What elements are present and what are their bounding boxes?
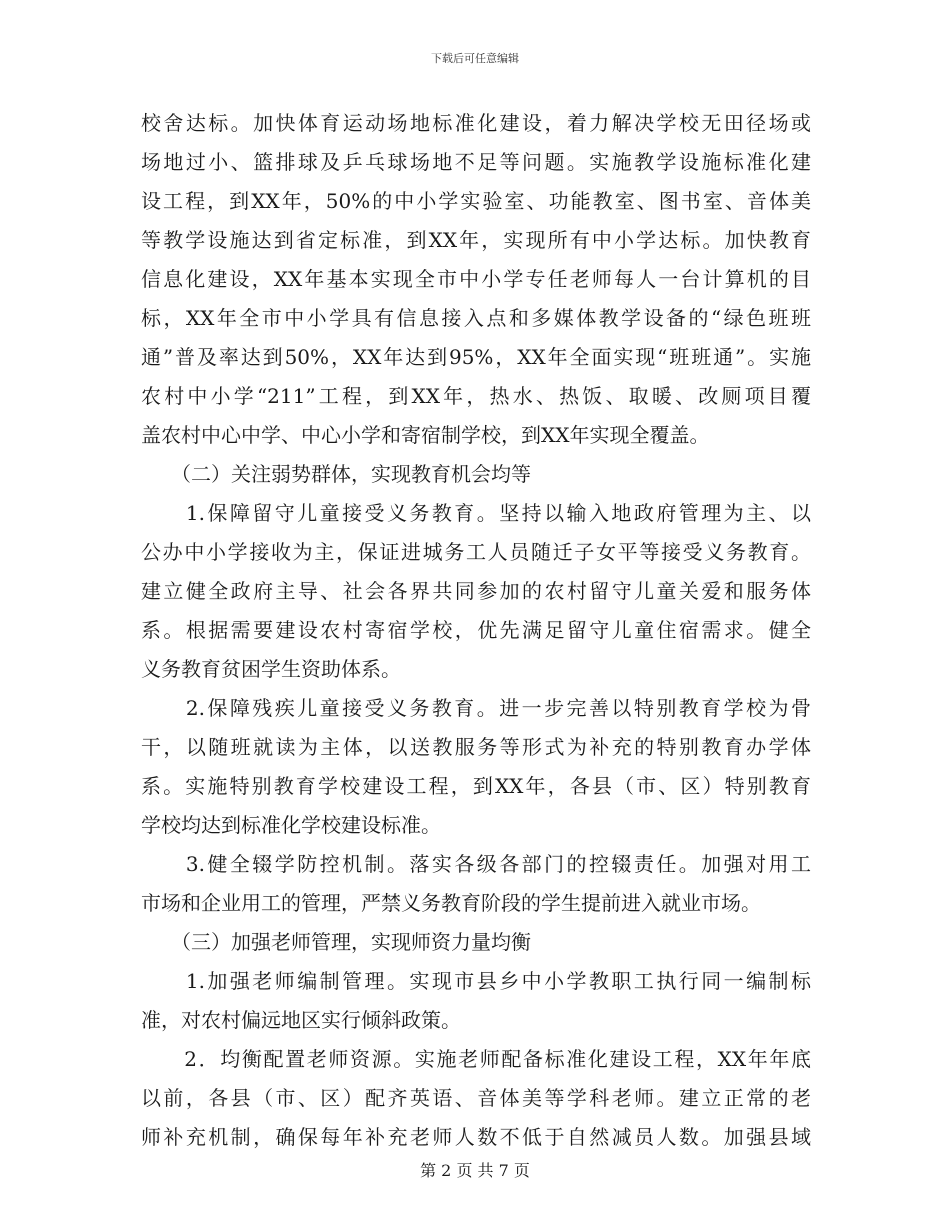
text-line: 师补充机制，确保每年补充老师人数不低于自然减员人数。加强县域: [141, 1125, 811, 1149]
section-heading: （三）加强老师管理，实现师资力量均衡: [141, 930, 531, 954]
page-header: 下载后可任意编辑: [431, 52, 519, 65]
text-line: 以前，各县（市、区）配齐英语、音体美等学科老师。建立正常的老: [141, 1086, 811, 1110]
text-line: 1.保障留守儿童接受义务教育。坚持以输入地政府管理为主、以: [141, 501, 811, 525]
section-heading: （二）关注弱势群体，实现教育机会均等: [141, 462, 531, 486]
text-line: 1.加强老师编制管理。实现市县乡中小学教职工执行同一编制标: [141, 969, 811, 993]
text-line: 2．均衡配置老师资源。实施老师配备标准化建设工程，XX年年底: [141, 1047, 811, 1071]
text-line: 系。根据需要建设农村寄宿学校，优先满足留守儿童住宿需求。健全: [141, 618, 811, 642]
text-line: 设工程，到XX年，50%的中小学实验室、功能教室、图书室、音体美: [141, 189, 811, 213]
paragraph-end-line: 学校均达到标准化学校建设标准。: [141, 813, 441, 837]
paragraph-end-line: 盖农村中心中学、中心小学和寄宿制学校，到XX年实现全覆盖。: [141, 423, 710, 447]
paragraph-end-line: 准，对农村偏远地区实行倾斜政策。: [141, 1008, 461, 1032]
paragraph-end-line: 市场和企业用工的管理，严禁义务教育阶段的学生提前进入就业市场。: [141, 891, 761, 915]
page-number: 第 2 页 共 7 页: [420, 1161, 530, 1180]
text-line: 干，以随班就读为主体，以送教服务等形式为补充的特别教育办学体: [141, 735, 811, 759]
text-line: 校舍达标。加快体育运动场地标准化建设，着力解决学校无田径场或: [141, 111, 811, 135]
text-line: 通”普及率达到50%，XX年达到95%，XX年全面实现“班班通”。实施: [141, 345, 811, 369]
text-line: 标，XX年全市中小学具有信息接入点和多媒体教学设备的“绿色班班: [141, 306, 811, 330]
text-line: 系。实施特别教育学校建设工程，到XX年，各县（市、区）特别教育: [141, 774, 811, 798]
text-line: 等教学设施达到省定标准，到XX年，实现所有中小学达标。加快教育: [141, 228, 811, 252]
document-body: [141, 104, 811, 1157]
text-line: 场地过小、篮排球及乒乓球场地不足等问题。实施教学设施标准化建: [141, 150, 811, 174]
text-line: 2.保障残疾儿童接受义务教育。进一步完善以特别教育学校为骨: [141, 696, 811, 720]
text-line: 建立健全政府主导、社会各界共同参加的农村留守儿童关爱和服务体: [141, 579, 811, 603]
paragraph-end-line: 义务教育贫困学生资助体系。: [141, 657, 401, 681]
text-line: 3.健全辍学防控机制。落实各级各部门的控辍责任。加强对用工: [141, 852, 811, 876]
text-line: 信息化建设，XX年基本实现全市中小学专任老师每人一台计算机的目: [141, 267, 811, 291]
text-line: 公办中小学接收为主，保证进城务工人员随迁子女平等接受义务教育。: [141, 540, 811, 564]
text-line: 农村中小学“211”工程，到XX年，热水、热饭、取暖、改厕项目覆: [141, 384, 811, 408]
